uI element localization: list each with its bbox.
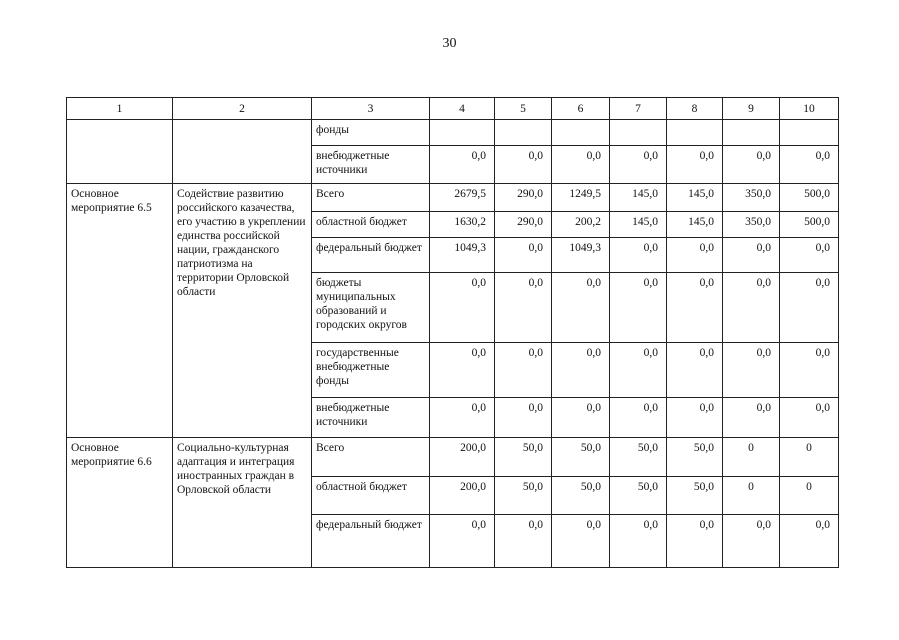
value-cell: 50,0	[552, 438, 610, 477]
value-cell: 0,0	[495, 343, 552, 398]
value-cell	[667, 120, 723, 146]
source-cell: Всего	[312, 438, 430, 477]
value-cell: 0,0	[552, 515, 610, 568]
value-cell: 0,0	[723, 238, 780, 273]
column-header: 4	[430, 98, 495, 120]
value-cell: 0,0	[780, 398, 839, 438]
value-cell: 0,0	[430, 146, 495, 184]
value-cell: 145,0	[610, 212, 667, 238]
value-cell: 0,0	[780, 515, 839, 568]
table-row	[67, 438, 839, 477]
column-header: 10	[780, 98, 839, 120]
column-header: 2	[173, 98, 312, 120]
value-cell: 200,0	[430, 438, 495, 477]
value-cell: 145,0	[610, 184, 667, 212]
value-cell: 0,0	[430, 273, 495, 343]
column-header: 3	[312, 98, 430, 120]
value-cell: 0,0	[495, 238, 552, 273]
description-cell	[173, 120, 312, 184]
value-cell: 0,0	[667, 146, 723, 184]
value-cell: 0,0	[552, 398, 610, 438]
value-cell: 0,0	[610, 515, 667, 568]
value-cell: 0,0	[667, 343, 723, 398]
value-cell: 0,0	[780, 146, 839, 184]
source-cell: внебюджетные источники	[312, 398, 430, 438]
source-cell: фонды	[312, 120, 430, 146]
value-cell: 0,0	[723, 515, 780, 568]
source-cell: областной бюджет	[312, 477, 430, 515]
value-cell: 290,0	[495, 184, 552, 212]
value-cell: 0,0	[430, 343, 495, 398]
value-cell: 0,0	[667, 398, 723, 438]
source-cell: внебюджетные источники	[312, 146, 430, 184]
value-cell: 0	[723, 477, 780, 515]
event-cell: Основное мероприятие 6.5	[67, 184, 173, 438]
value-cell: 0,0	[723, 343, 780, 398]
value-cell	[780, 120, 839, 146]
value-cell: 1630,2	[430, 212, 495, 238]
value-cell	[552, 120, 610, 146]
page-number: 30	[442, 36, 457, 51]
value-cell: 1049,3	[552, 238, 610, 273]
value-cell	[610, 120, 667, 146]
header-row	[67, 98, 839, 120]
value-cell: 0,0	[667, 515, 723, 568]
value-cell: 0,0	[610, 343, 667, 398]
budget-table	[66, 97, 839, 568]
value-cell: 0,0	[495, 515, 552, 568]
value-cell: 0,0	[667, 238, 723, 273]
value-cell: 50,0	[495, 477, 552, 515]
value-cell: 1049,3	[430, 238, 495, 273]
value-cell: 290,0	[495, 212, 552, 238]
value-cell: 350,0	[723, 184, 780, 212]
value-cell: 200,0	[430, 477, 495, 515]
value-cell: 200,2	[552, 212, 610, 238]
value-cell: 0,0	[552, 273, 610, 343]
column-header: 1	[67, 98, 173, 120]
source-cell: федеральный бюджет	[312, 515, 430, 568]
table-row	[67, 120, 839, 146]
value-cell: 0	[780, 477, 839, 515]
column-header: 7	[610, 98, 667, 120]
source-cell: Всего	[312, 184, 430, 212]
event-cell	[67, 120, 173, 184]
value-cell: 50,0	[610, 477, 667, 515]
value-cell: 350,0	[723, 212, 780, 238]
value-cell: 0,0	[780, 273, 839, 343]
description-cell: Социально-культурная адаптация и интеграция иностранных граждан в Орловской области	[173, 438, 312, 568]
value-cell: 0,0	[780, 343, 839, 398]
value-cell: 0,0	[495, 146, 552, 184]
source-cell: областной бюджет	[312, 212, 430, 238]
value-cell: 50,0	[552, 477, 610, 515]
value-cell: 50,0	[667, 477, 723, 515]
value-cell: 0,0	[610, 238, 667, 273]
value-cell: 2679,5	[430, 184, 495, 212]
source-cell: федеральный бюджет	[312, 238, 430, 273]
value-cell: 500,0	[780, 184, 839, 212]
value-cell: 0,0	[723, 273, 780, 343]
value-cell: 0	[780, 438, 839, 477]
value-cell: 0,0	[552, 146, 610, 184]
value-cell: 0,0	[780, 238, 839, 273]
value-cell: 0,0	[495, 398, 552, 438]
value-cell: 145,0	[667, 212, 723, 238]
value-cell: 0,0	[723, 146, 780, 184]
value-cell: 145,0	[667, 184, 723, 212]
value-cell	[495, 120, 552, 146]
value-cell: 0,0	[495, 273, 552, 343]
value-cell	[430, 120, 495, 146]
source-cell: государственные внебюджетные фонды	[312, 343, 430, 398]
value-cell: 50,0	[610, 438, 667, 477]
value-cell: 0,0	[667, 273, 723, 343]
column-header: 9	[723, 98, 780, 120]
column-header: 6	[552, 98, 610, 120]
description-cell: Содействие развитию российского казачества, его участию в укреплении единства российской нации, гражданского патриотизма на территории Орловской области	[173, 184, 312, 438]
column-header: 5	[495, 98, 552, 120]
event-cell: Основное мероприятие 6.6	[67, 438, 173, 568]
value-cell: 0,0	[430, 398, 495, 438]
value-cell: 0	[723, 438, 780, 477]
value-cell: 0,0	[610, 146, 667, 184]
value-cell	[723, 120, 780, 146]
value-cell: 0,0	[430, 515, 495, 568]
value-cell: 0,0	[610, 398, 667, 438]
value-cell: 0,0	[610, 273, 667, 343]
column-header: 8	[667, 98, 723, 120]
value-cell: 500,0	[780, 212, 839, 238]
value-cell: 50,0	[667, 438, 723, 477]
source-cell: бюджеты муниципальных образований и городских округов	[312, 273, 430, 343]
value-cell: 0,0	[723, 398, 780, 438]
value-cell: 1249,5	[552, 184, 610, 212]
value-cell: 0,0	[552, 343, 610, 398]
value-cell: 50,0	[495, 438, 552, 477]
table-row	[67, 184, 839, 212]
